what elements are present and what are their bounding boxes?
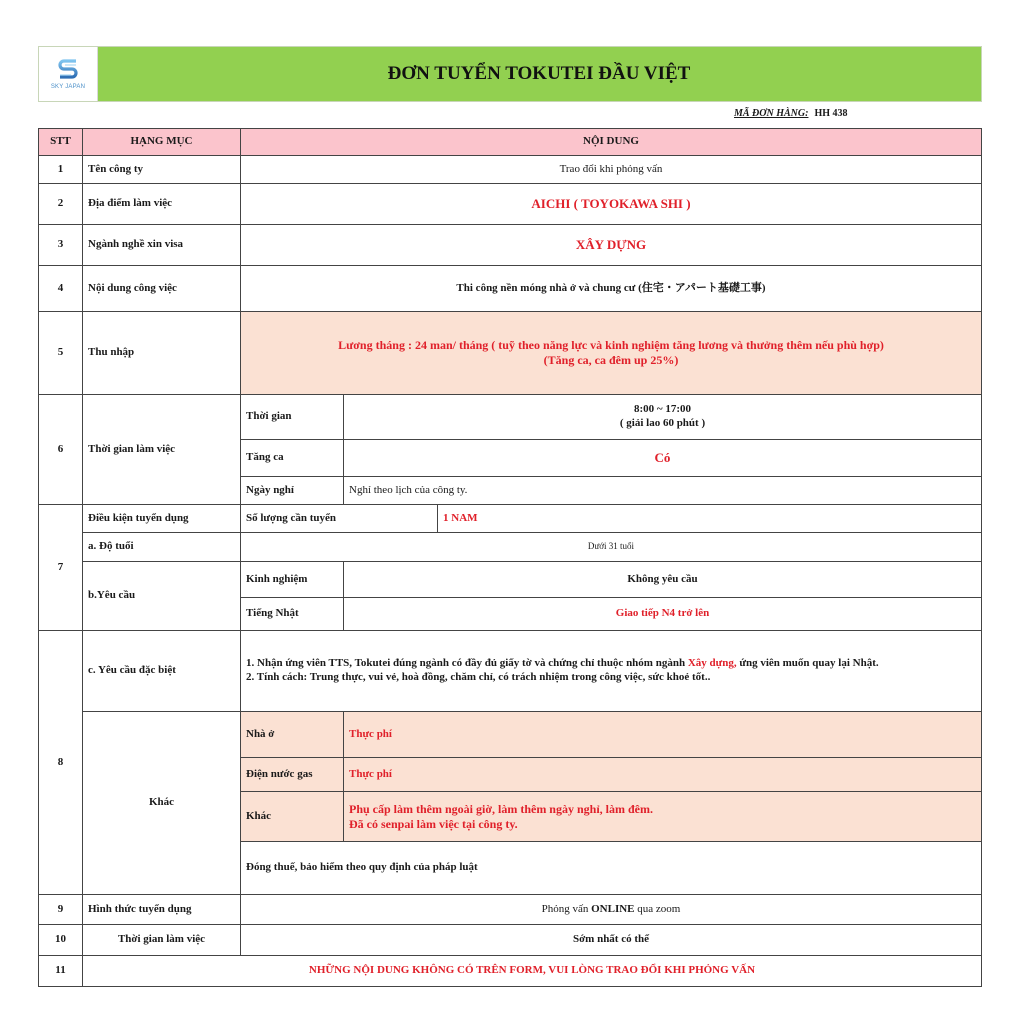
sub-label: Ngày nghỉ xyxy=(241,477,344,505)
table-row xyxy=(39,562,982,598)
sub-label: Tiếng Nhật xyxy=(241,598,344,631)
headcount-value: 1 NAM xyxy=(438,505,982,533)
job-description-value: Thi công nền móng nhà ở và chung cư (住宅・アパート基礎工事) xyxy=(241,266,982,312)
row-number: 5 xyxy=(39,312,83,395)
salary-text: Lương tháng : 24 man/ tháng ( tuỹ theo năng lực và kinh nghiệm tăng lương và thưởng thêm nếu phù hợp) xyxy=(338,338,884,352)
experience-value: Không yêu cầu xyxy=(344,562,982,598)
table-row xyxy=(39,895,982,925)
title-banner xyxy=(38,46,982,102)
sub-label: Số lượng cần tuyển xyxy=(241,505,438,533)
visa-industry-value: XÂY DỰNG xyxy=(241,225,982,266)
logo-text: SKY JAPAN xyxy=(50,84,86,90)
row-label: Hình thức tuyển dụng xyxy=(83,895,241,925)
special-req-2: 2. Tính cách: Trung thực, vui vẻ, hoà đồng, chăm chỉ, có trách nhiệm trong công việc, sức khoẻ tốt.. xyxy=(246,671,711,683)
row-label: Khác xyxy=(83,712,241,895)
row-number: 8 xyxy=(39,631,83,895)
row-number: 4 xyxy=(39,266,83,312)
table-row xyxy=(39,156,982,184)
row-number: 1 xyxy=(39,156,83,184)
header-content: NỘI DUNG xyxy=(241,129,982,156)
day-off-value: Nghỉ theo lịch của công ty. xyxy=(344,477,982,505)
row-label: Địa điểm làm việc xyxy=(83,184,241,225)
table-row xyxy=(39,712,982,758)
start-date-value: Sớm nhất có thể xyxy=(241,925,982,956)
table-row xyxy=(39,184,982,225)
row-label: b.Yêu cầu xyxy=(83,562,241,631)
table-header xyxy=(39,129,982,156)
special-req-industry: Xây dựng, xyxy=(687,657,737,670)
sub-label: Kinh nghiệm xyxy=(241,562,344,598)
row-number: 3 xyxy=(39,225,83,266)
sub-label: Thời gian xyxy=(241,395,344,440)
company-logo xyxy=(39,47,98,101)
tax-insurance-value: Đóng thuế, bảo hiểm theo quy định của pháp luật xyxy=(241,842,982,895)
sub-label: Khác xyxy=(241,792,344,842)
japanese-level-value: Giao tiếp N4 trở lên xyxy=(344,598,982,631)
table-row xyxy=(39,266,982,312)
table-row xyxy=(39,631,982,712)
special-req-1-end: ứng viên muốn quay lại Nhật. xyxy=(736,657,879,670)
interview-platform: qua zoom xyxy=(634,902,681,915)
overtime-value: Có xyxy=(344,440,982,477)
sub-label: Tăng ca xyxy=(241,440,344,477)
table-row xyxy=(39,312,982,395)
row-number: 10 xyxy=(39,925,83,956)
overtime-rate-text: (Tăng ca, ca đêm up 25%) xyxy=(543,353,679,367)
interview-text: Phỏng vấn xyxy=(541,902,592,915)
row-number: 11 xyxy=(39,956,83,987)
row-label: Thời gian làm việc xyxy=(83,395,241,505)
company-name-value: Trao đổi khi phỏng vấn xyxy=(241,156,982,184)
page-title: ĐƠN TUYỂN TOKUTEI ĐẦU VIỆT xyxy=(387,63,691,84)
row-label: Thu nhập xyxy=(83,312,241,395)
interview-format-value xyxy=(241,895,982,925)
utilities-value: Thực phí xyxy=(344,758,982,792)
housing-value: Thực phí xyxy=(344,712,982,758)
row-label: Ngành nghề xin visa xyxy=(83,225,241,266)
row-label: Điều kiện tuyển dụng xyxy=(83,505,241,533)
senpai-text: Đã có senpai làm việc tại công ty. xyxy=(349,816,518,831)
table-row xyxy=(39,505,982,533)
row-number: 9 xyxy=(39,895,83,925)
table-row xyxy=(39,956,982,987)
special-requirements-value xyxy=(241,631,982,712)
row-label: Tên công ty xyxy=(83,156,241,184)
row-number: 6 xyxy=(39,395,83,505)
header-stt: STT xyxy=(39,129,83,156)
age-value: Dưới 31 tuổi xyxy=(241,533,982,562)
recruitment-form-table xyxy=(38,128,982,987)
table-row xyxy=(39,225,982,266)
interview-mode: ONLINE xyxy=(591,902,635,915)
working-hours: 8:00 ~ 17:00 xyxy=(633,403,692,416)
break-time: ( giải lao 60 phút ) xyxy=(619,417,706,429)
special-req-1: 1. Nhận ứng viên TTS, Tokutei đúng ngành có đầy đủ giấy tờ và chứng chỉ thuộc nhóm ngành xyxy=(246,657,688,670)
row-label: c. Yêu cầu đặc biệt xyxy=(83,631,241,712)
order-code-value: HH 438 xyxy=(814,108,848,119)
income-value xyxy=(241,312,982,395)
order-code xyxy=(734,108,848,119)
header-category: HẠNG MỤC xyxy=(83,129,241,156)
table-row xyxy=(39,533,982,562)
working-hours-value xyxy=(344,395,982,440)
sub-label: Điện nước gas xyxy=(241,758,344,792)
s-logo-icon xyxy=(57,58,79,82)
work-location-value: AICHI ( TOYOKAWA SHI ) xyxy=(241,184,982,225)
sub-label: Nhà ở xyxy=(241,712,344,758)
allowance-text: Phụ cấp làm thêm ngoài giờ, làm thêm ngày nghỉ, làm đêm. xyxy=(349,801,653,816)
row-number: 7 xyxy=(39,505,83,631)
row-label: Nội dung công việc xyxy=(83,266,241,312)
footer-note: NHỮNG NỘI DUNG KHÔNG CÓ TRÊN FORM, VUI LÒNG TRAO ĐỔI KHI PHỎNG VẤN xyxy=(83,956,982,987)
row-number: 2 xyxy=(39,184,83,225)
table-row xyxy=(39,925,982,956)
order-code-label: MÃ ĐƠN HÀNG: xyxy=(734,108,809,119)
table-row xyxy=(39,395,982,440)
misc-benefits-value xyxy=(344,792,982,842)
row-label: Thời gian làm việc xyxy=(83,925,241,956)
row-label: a. Độ tuổi xyxy=(83,533,241,562)
